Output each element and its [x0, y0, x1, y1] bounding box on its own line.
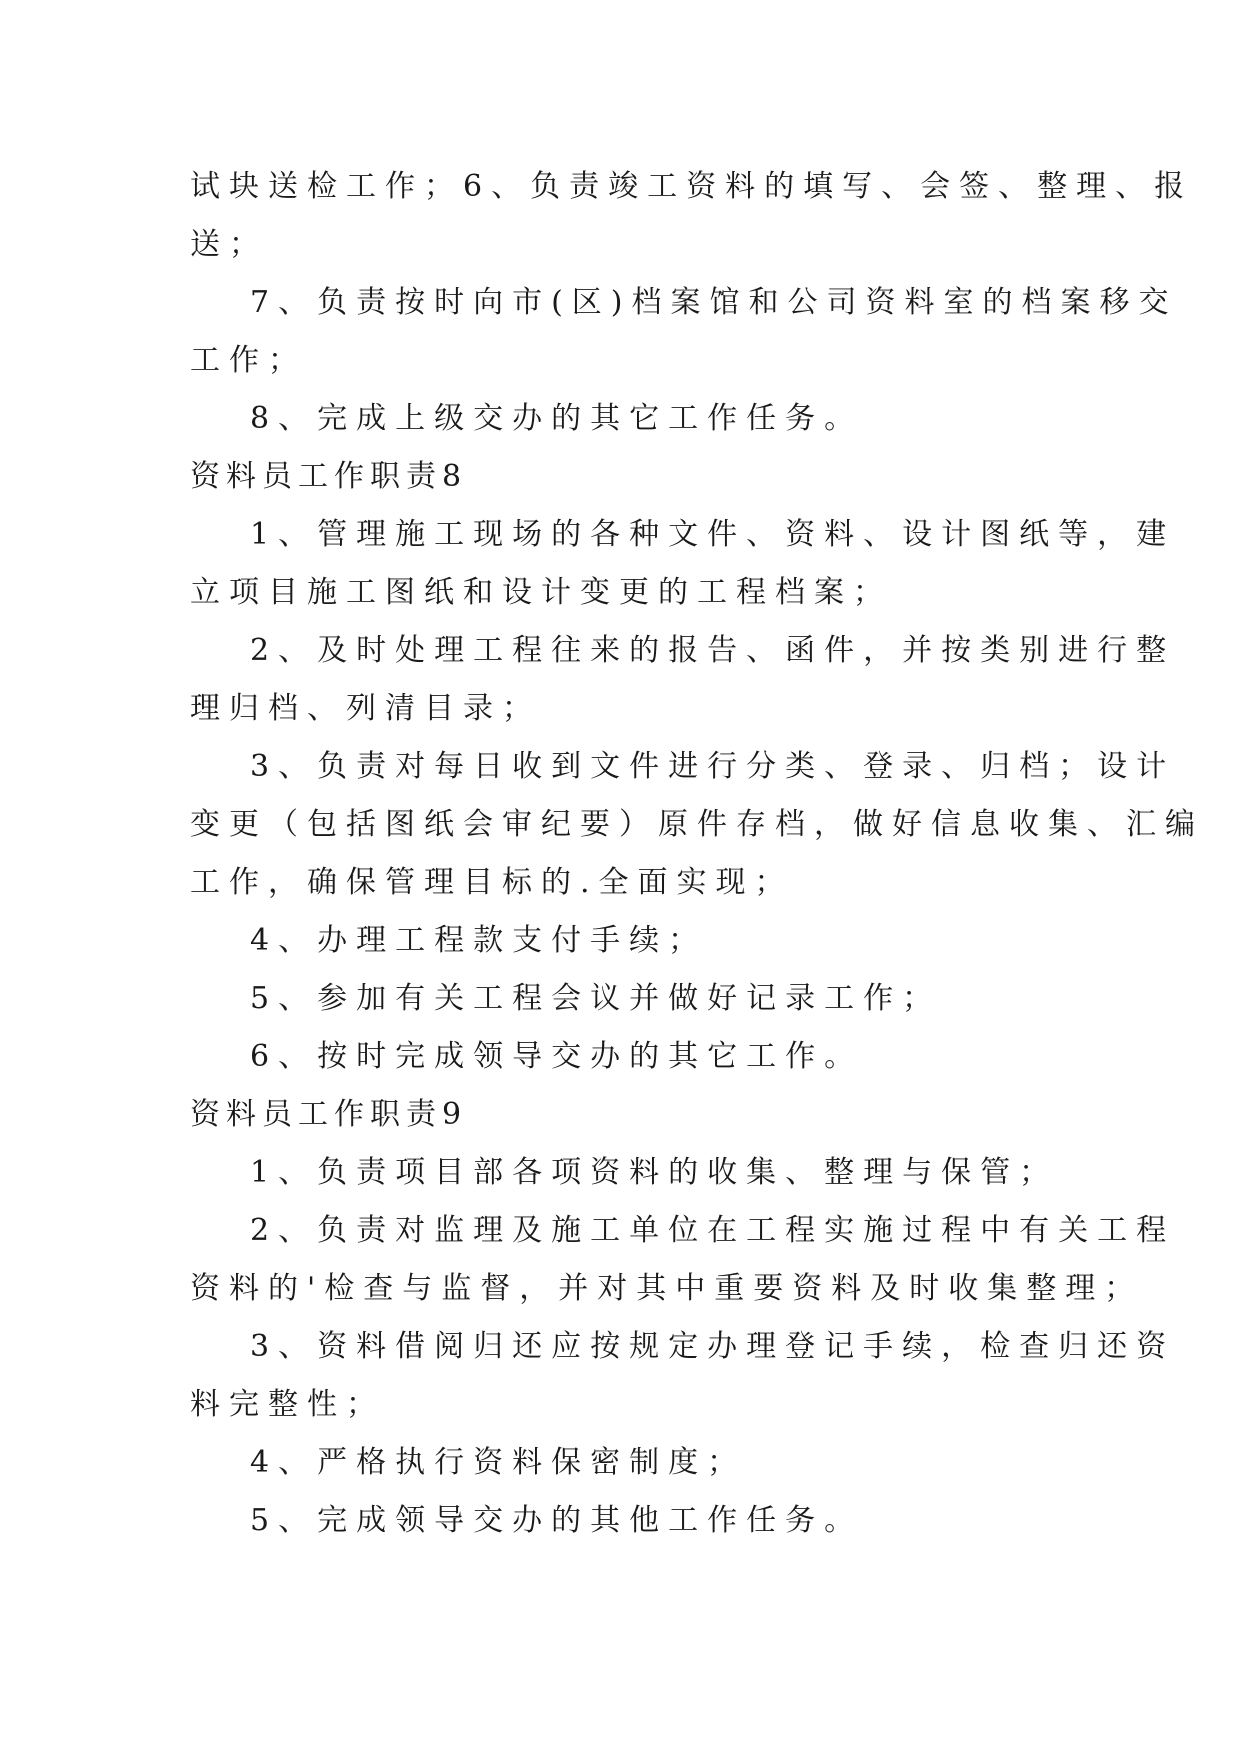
document-body	[190, 158, 1204, 1550]
paragraph-line: 工作；	[190, 343, 307, 378]
paragraph-line: 2、负责对监理及施工单位在工程实施过程中有关工程	[250, 1213, 1176, 1248]
paragraph-line: 6、按时完成领导交办的其它工作。	[250, 1039, 864, 1074]
paragraph-line: 7、负责按时向市(区)档案馆和公司资料室的档案移交	[250, 285, 1178, 320]
paragraph-line: 3、资料借阅归还应按规定办理登记手续，检查归还资	[250, 1329, 1176, 1364]
paragraph-line: 变更（包括图纸会审纪要）原件存档，做好信息收集、汇编	[190, 807, 1204, 842]
paragraph-line: 1、管理施工现场的各种文件、资料、设计图纸等，建	[250, 517, 1176, 552]
paragraph-line: 理归档、列清目录；	[190, 691, 541, 726]
paragraph-line: 3、负责对每日收到文件进行分类、登录、归档；设计	[250, 749, 1176, 784]
section-heading: 资料员工作职责9	[190, 1097, 468, 1132]
paragraph-line: 2、及时处理工程往来的报告、函件，并按类别进行整	[250, 633, 1176, 668]
section-heading: 资料员工作职责8	[190, 459, 468, 494]
paragraph-line: 试块送检工作；6、负责竣工资料的填写、会签、整理、报	[190, 169, 1194, 204]
paragraph-line: 料完整性；	[190, 1387, 385, 1422]
paragraph-line: 1、负责项目部各项资料的收集、整理与保管；	[250, 1155, 1059, 1190]
paragraph-line: 工作，确保管理目标的.全面实现；	[190, 865, 794, 900]
paragraph-line: 4、严格执行资料保密制度；	[250, 1445, 747, 1480]
paragraph-line: 5、完成领导交办的其他工作任务。	[250, 1503, 864, 1538]
paragraph-line: 4、办理工程款支付手续；	[250, 923, 708, 958]
paragraph-line: 资料的'检查与监督，并对其中重要资料及时收集整理；	[190, 1271, 1144, 1306]
paragraph-line: 送；	[190, 227, 268, 262]
paragraph-line: 立项目施工图纸和设计变更的工程档案；	[190, 575, 892, 610]
paragraph-line: 8、完成上级交办的其它工作任务。	[250, 401, 864, 436]
paragraph-line: 5、参加有关工程会议并做好记录工作；	[250, 981, 942, 1016]
